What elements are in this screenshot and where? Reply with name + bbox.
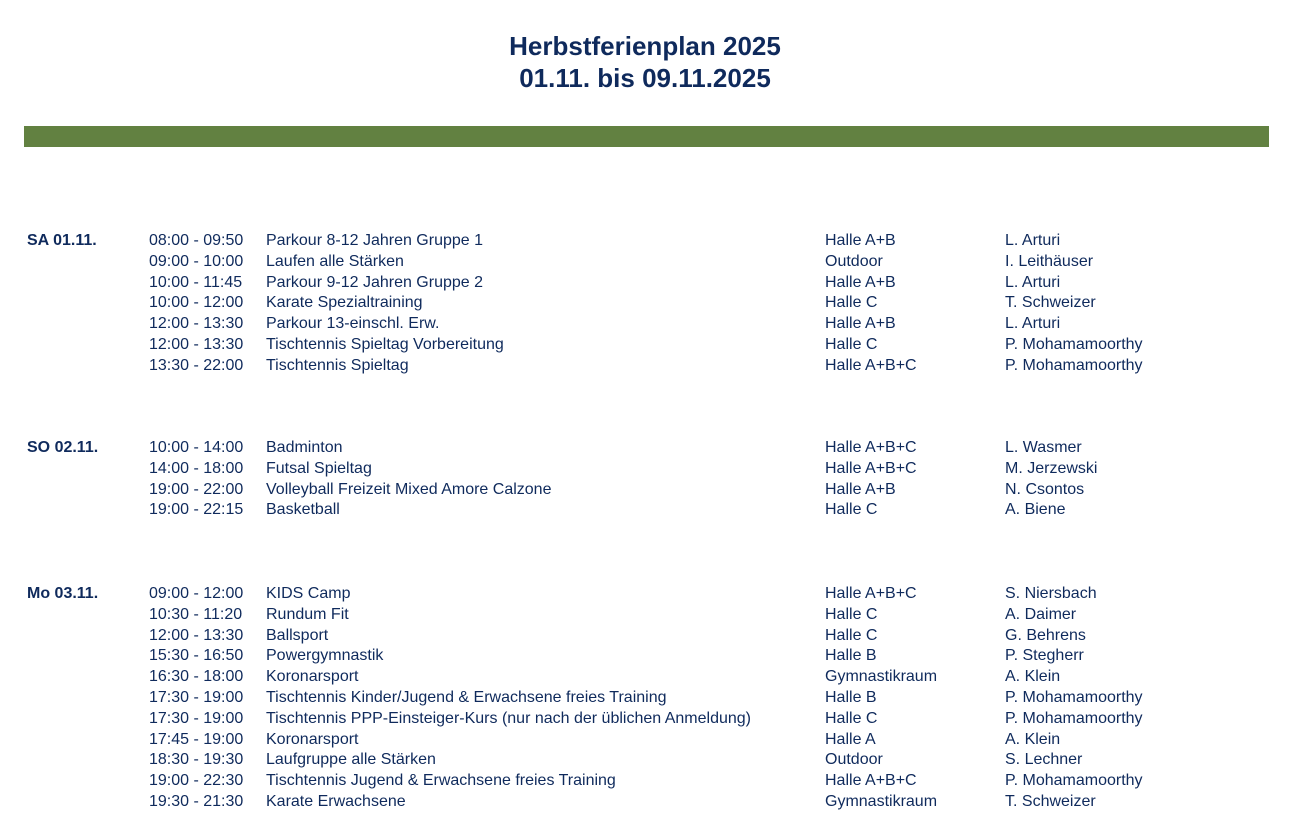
trainer-cell: A. Daimer: [1005, 605, 1077, 623]
activity-cell: Tischtennis Spieltag: [266, 356, 409, 374]
subtitle-line: 01.11. bis 09.11.2025: [519, 63, 771, 93]
activity-cell: Koronarsport: [266, 730, 359, 748]
schedule-row: [0, 356, 1290, 377]
location-cell: Halle A+B: [825, 480, 896, 498]
activity-cell: Powergymnastik: [266, 647, 384, 665]
activity-cell: Rundum Fit: [266, 605, 349, 623]
activity-cell: Ballsport: [266, 626, 329, 644]
location-cell: Halle B: [825, 689, 877, 706]
time-cell: 09:00 - 12:00: [149, 585, 244, 602]
time-cell: 17:45 - 19:00: [149, 730, 244, 748]
trainer-cell: S. Niersbach: [1005, 585, 1097, 602]
time-cell: 12:00 - 13:30: [149, 336, 244, 353]
trainer-cell: P. Mohamamoorthy: [1005, 689, 1143, 706]
trainer-cell: N. Csontos: [1005, 480, 1085, 498]
location-cell: Halle A+B+C: [825, 439, 917, 456]
schedule-row: [0, 688, 1290, 709]
schedule-row: [0, 293, 1290, 314]
location-cell: Halle C: [825, 294, 878, 312]
schedule-row: [0, 730, 1290, 751]
activity-cell: Tischtennis Spieltag Vorbereitung: [266, 336, 504, 353]
schedule-row: [0, 646, 1290, 667]
page-title: [0, 30, 1290, 94]
time-cell: 10:00 - 11:45: [149, 273, 243, 291]
trainer-cell: L. Arturi: [1005, 232, 1061, 249]
time-cell: 17:30 - 19:00: [149, 709, 244, 727]
activity-cell: KIDS Camp: [266, 585, 351, 602]
activity-cell: Futsal Spieltag: [266, 459, 372, 477]
schedule-row: [0, 252, 1290, 273]
location-cell: Halle A+B: [825, 273, 896, 291]
schedule-row: [0, 605, 1290, 626]
activity-cell: Tischtennis Kinder/Jugend & Erwachsene freies Training: [266, 689, 667, 706]
trainer-cell: G. Behrens: [1005, 626, 1086, 644]
trainer-cell: P. Mohamamoorthy: [1005, 336, 1143, 353]
location-cell: Halle C: [825, 605, 878, 623]
schedule-row: [0, 626, 1290, 647]
time-cell: 08:00 - 09:50: [149, 232, 244, 249]
time-cell: 16:30 - 18:00: [149, 668, 244, 686]
trainer-cell: L. Arturi: [1005, 273, 1061, 291]
location-cell: Halle C: [825, 626, 878, 644]
activity-cell: Laufen alle Stärken: [266, 252, 404, 270]
location-cell: Halle A: [825, 730, 876, 748]
location-cell: Halle A+B: [825, 232, 896, 249]
location-cell: Outdoor: [825, 252, 883, 270]
time-cell: 19:00 - 22:15: [149, 501, 244, 519]
location-cell: Halle A+B+C: [825, 585, 917, 602]
trainer-cell: M. Jerzewski: [1005, 459, 1098, 477]
trainer-cell: P. Mohamamoorthy: [1005, 709, 1143, 727]
schedule-row: [0, 335, 1290, 356]
schedule-row: [0, 273, 1290, 294]
schedule-row: [0, 314, 1290, 335]
schedule-row: [0, 771, 1290, 792]
trainer-cell: A. Biene: [1005, 501, 1066, 519]
trainer-cell: L. Arturi: [1005, 315, 1061, 333]
trainer-cell: S. Lechner: [1005, 751, 1083, 769]
trainer-cell: P. Stegherr: [1005, 647, 1084, 665]
activity-cell: Badminton: [266, 439, 343, 456]
schedule-row: [0, 500, 1290, 521]
location-cell: Halle C: [825, 709, 878, 727]
activity-cell: Koronarsport: [266, 668, 359, 686]
time-cell: 17:30 - 19:00: [149, 689, 244, 706]
trainer-cell: L. Wasmer: [1005, 439, 1082, 456]
schedule-row: [0, 438, 1290, 459]
time-cell: 13:30 - 22:00: [149, 356, 244, 374]
day-label: Mo 03.11.: [27, 585, 99, 602]
location-cell: Halle A+B+C: [825, 772, 917, 790]
location-cell: Halle B: [825, 647, 877, 665]
trainer-cell: T. Schweizer: [1005, 793, 1096, 810]
time-cell: 19:30 - 21:30: [149, 793, 244, 810]
trainer-cell: P. Mohamamoorthy: [1005, 356, 1143, 374]
activity-cell: Parkour 9-12 Jahren Gruppe 2: [266, 273, 484, 291]
activity-cell: Parkour 13-einschl. Erw.: [266, 315, 440, 333]
time-cell: 12:00 - 13:30: [149, 315, 244, 333]
day-label: SO 02.11.: [27, 439, 99, 456]
time-cell: 14:00 - 18:00: [149, 459, 244, 477]
schedule-row: [0, 459, 1290, 480]
location-cell: Halle C: [825, 501, 878, 519]
trainer-cell: A. Klein: [1005, 730, 1061, 748]
time-cell: 10:30 - 11:20: [149, 605, 243, 623]
location-cell: Halle A+B+C: [825, 459, 917, 477]
activity-cell: Volleyball Freizeit Mixed Amore Calzone: [266, 480, 552, 498]
schedule-row: [0, 667, 1290, 688]
schedule-row: [0, 750, 1290, 771]
time-cell: 12:00 - 13:30: [149, 626, 244, 644]
time-cell: 15:30 - 16:50: [149, 647, 244, 665]
day-label: SA 01.11.: [27, 232, 97, 249]
time-cell: 18:30 - 19:30: [149, 751, 244, 769]
time-cell: 19:00 - 22:00: [149, 480, 244, 498]
schedule-row: [0, 709, 1290, 730]
trainer-cell: T. Schweizer: [1005, 294, 1096, 312]
trainer-cell: P. Mohamamoorthy: [1005, 772, 1143, 790]
location-cell: Halle A+B+C: [825, 356, 917, 374]
location-cell: Gymnastikraum: [825, 668, 938, 686]
activity-cell: Parkour 8-12 Jahren Gruppe 1: [266, 232, 484, 249]
activity-cell: Tischtennis Jugend & Erwachsene freies Training: [266, 772, 616, 790]
schedule-row: [0, 584, 1290, 605]
location-cell: Gymnastikraum: [825, 793, 938, 810]
activity-cell: Tischtennis PPP-Einsteiger-Kurs (nur nach der üblichen Anmeldung): [266, 709, 751, 727]
activity-cell: Laufgruppe alle Stärken: [266, 751, 436, 769]
trainer-cell: A. Klein: [1005, 668, 1061, 686]
location-cell: Halle A+B: [825, 315, 896, 333]
trainer-cell: I. Leithäuser: [1005, 252, 1094, 270]
time-cell: 10:00 - 14:00: [149, 439, 244, 456]
location-cell: Outdoor: [825, 751, 883, 769]
time-cell: 19:00 - 22:30: [149, 772, 244, 790]
schedule-row: [0, 792, 1290, 813]
location-cell: Halle C: [825, 336, 878, 353]
activity-cell: Karate Spezialtraining: [266, 294, 423, 312]
header-divider-bar: [24, 126, 1269, 147]
schedule-row: [0, 231, 1290, 252]
activity-cell: Basketball: [266, 501, 340, 519]
title-line: Herbstferienplan 2025: [509, 31, 781, 61]
time-cell: 09:00 - 10:00: [149, 252, 244, 270]
activity-cell: Karate Erwachsene: [266, 793, 406, 810]
time-cell: 10:00 - 12:00: [149, 294, 244, 312]
schedule-row: [0, 480, 1290, 501]
